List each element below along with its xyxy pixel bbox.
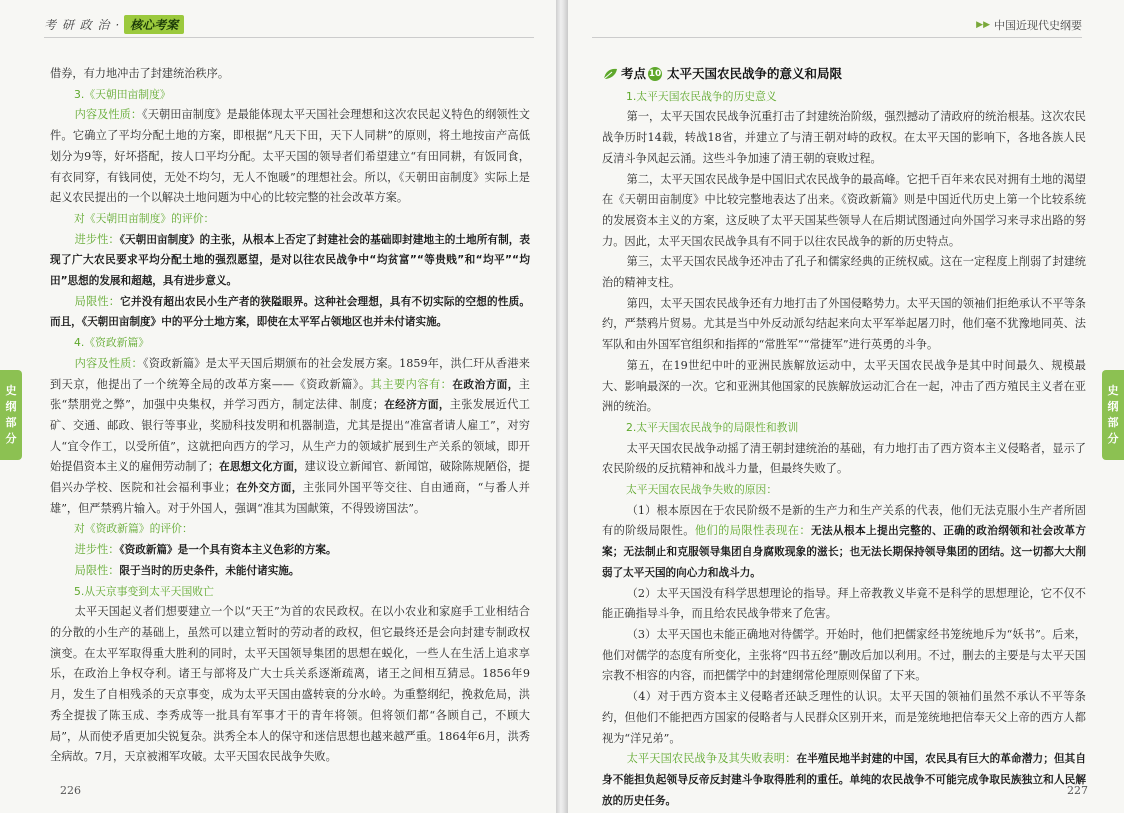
side-tab-char: 史 (5, 384, 17, 397)
text-prog: 《天朝田亩制度》的主张，从根本上否定了封建社会的基础即封建地主的土地所有制，表现了广大农民要求平均分配土地的强烈愿望，是对以往农民战争中“均贫富”“等贵贱”和“均平”“均田”思想的发展和超越，具有进步意义。 (50, 233, 530, 288)
right-p5: 第五，在19世纪中叶的亚洲民族解放运动中，太平天国农民战争是其中时间最久、规模最大、影响最深的一次。它和亚洲其他国家的民族解放运动汇合在一起，冲击了西方殖民主义者在亚洲的统治。 (602, 358, 1086, 414)
label-content4: 内容及性质： (74, 356, 143, 370)
heading-4: 4.《资政新篇》 (74, 336, 150, 350)
lim4 (50, 561, 530, 582)
cause-3: （3）太平天国也未能正确地对待儒学。开始时，他们把儒家经书笼统地斥为“妖书”。后来，他们对儒学的态度有所变化，主张将“四书五经”删改后加以利用。不过，删去的主要是与太平天国宗教不相容的内容，而把儒学中的封建纲常伦理原则保留了下来。 (602, 627, 1086, 683)
label-content: 内容及性质： (74, 108, 143, 122)
side-tab-right (1102, 370, 1124, 460)
label-lim: 局限性： (74, 294, 121, 308)
cause-1-a: （1）根本原因在于农民阶级不是新的生产力和生产关系的代表，他们无法克服小生产者所固有的阶级局限性。 (602, 503, 1086, 538)
side-tab-char: 部 (1107, 416, 1119, 429)
cause-1 (602, 501, 1086, 584)
section-1: 1.太平天国农民战争的历史意义 (626, 89, 777, 103)
left-page (0, 0, 556, 813)
left-p2 (50, 105, 530, 209)
cause-4: （4）对于西方资本主义侵略者还缺乏理性的认识。太平天国的领袖们虽然不承认不平等条约，但他们不能把西方国家的侵略者与人民群众区别开来，而是笼统地把信奉天父上帝的西方人都视为“洋兄弟”。 (602, 690, 1086, 745)
heading-3: 3.《天朝田亩制度》 (74, 87, 171, 101)
page-number-left: 226 (60, 784, 81, 797)
heading-5: 5.从天京事变到太平天国败亡 (74, 584, 214, 598)
kaodian-title: 太平天国农民战争的意义和局限 (667, 66, 843, 81)
book-tag: 核心考案 (124, 15, 184, 34)
lim3 (50, 292, 530, 333)
side-tab-char: 史 (1107, 384, 1119, 397)
book-brand: 考 研 政 治 · (44, 18, 121, 32)
label-prog: 进步性： (74, 232, 120, 246)
side-tab-char: 分 (5, 432, 17, 445)
page-number-right: 227 (1067, 784, 1088, 797)
cause-1-b: 无法从根本上提出完整的、正确的政治纲领和社会改革方案；无法制止和克服领导集团自身腐败现象的滋长；也无法长期保持领导集团的团结。这一切都大大削弱了太平天国的向心力和战斗力。 (602, 525, 1086, 579)
conclusion (602, 749, 1086, 811)
left-p1: 借券，有力地冲击了封建统治秩序。 (50, 67, 230, 80)
p4-b8: 主张同外国平等交往、自由通商，“与番人并雄”，但严禁鸦片输入。对于外国人，强调“准其为国献策，不得毁谤国法”。 (50, 481, 530, 515)
p4-b4: 主张发展近代工矿、交通、邮政、银行等事业，奖励科技发明和机器制造，尤其是提出“准富者请人雇工”，对穷人“宜令作工，以受所值”，这就把向西方的学习，从生产力的领域扩展到生产关系的领域，即开始提倡资本主义的雇佣劳动制了； (50, 398, 530, 474)
right-content (602, 64, 1086, 811)
p4-b2: 主张“禁朋党之弊”，加强中央集权，并学习西方，制定法律、制度； (50, 377, 530, 412)
left-p4 (50, 354, 530, 520)
p4-b3: 在经济方面， (383, 399, 450, 412)
side-tab-char: 纲 (1107, 400, 1119, 413)
eval4-title: 对《资政新篇》的评价： (74, 522, 193, 536)
eval3-title: 对《天朝田亩制度》的评价： (74, 211, 215, 225)
conclusion-text: 在半殖民地半封建的中国，农民具有巨大的革命潜力；但其自身不能担负起领导反帝反封建斗争取得胜利的重任。单纯的农民战争不可能完成争取民族独立和人民解放的历史任务。 (602, 753, 1086, 807)
right-p6: 太平天国农民战争动摇了清王朝封建统治的基础，有力地打击了西方资本主义侵略者，显示了农民阶级的反抗精神和战斗力量，但最终失败了。 (602, 441, 1086, 476)
side-tab-char: 纲 (5, 400, 17, 413)
right-p1: 第一，太平天国农民战争沉重打击了封建统治阶级，强烈撼动了清政府的统治根基。这次农民战争历时14载，转战18省，并建立了与清王朝对峙的政权。在太平天国的影响下，各地各族人民反清斗争风起云涌。这些斗争加速了清王朝的衰败过程。 (602, 110, 1086, 165)
p4-b6: 建议设立新闻官、新闻馆，破除陈规陋俗，提倡兴办学校、医院和社会福利事业； (50, 460, 530, 495)
prog4 (50, 540, 530, 561)
p4-b7: 在外交方面， (236, 482, 303, 495)
cause-1-mark: 他们的局限性表现在： (694, 524, 811, 538)
right-p3: 第三，太平天国农民战争还冲击了孔子和儒家经典的正统权威。这在一定程度上削弱了封建统治的精神支柱。 (602, 255, 1086, 290)
section-2: 2.太平天国农民战争的局限性和教训 (626, 420, 799, 434)
side-tab-left (0, 370, 22, 460)
right-p4: 第四，太平天国农民战争还有力地打击了外国侵略势力。太平天国的领袖们拒绝承认不平等条约，严禁鸦片贸易。尤其是当中外反动派勾结起来向太平军举起屠刀时，他们毫不犹豫地同英、法军队和由外国军官组织和指挥的“常胜军”“常捷军”进行英勇的斗争。 (602, 296, 1086, 352)
p4-b5: 在思想文化方面， (219, 461, 305, 474)
text-lim: 它并没有超出农民小生产者的狭隘眼界。这种社会理想，具有不切实际的空想的性质。而且，《天朝田亩制度》中的平分土地方案，即使在太平军占领地区也并未付诸实施。 (50, 295, 530, 329)
label-lim4: 局限性： (74, 563, 120, 577)
text-prog4: 《资政新篇》是一个具有资本主义色彩的方案。 (119, 544, 337, 557)
text-content: 《天朝田亩制度》是最能体现太平天国社会理想和这次农民起义特色的纲领性文件。它确立了平均分配土地的方案，即根据“凡天下田，天下人同耕”的原则，将土地按亩产高低划分为9等，好坏搭配，按人口平均分配。太平天国的领导者们希望建立“有田同耕，有饭同食，有衣同穿，有钱同使，无处不均匀，无人不饱暖”的理想社会。所以，《天朝田亩制度》实际上是起义农民提出的一个以解决土地问题为中心的比较完整的社会改革方案。 (50, 108, 530, 205)
chapter-title: 中国近现代史纲要 (994, 18, 1082, 32)
cause-2: （2）太平天国没有科学思想理论的指导。拜上帝教教义毕竟不是科学的思想理论，它不仅不能正确指导斗争，而且给农民战争带来了危害。 (602, 586, 1086, 621)
right-header (592, 12, 1082, 38)
kaodian-number: 10 (648, 69, 662, 80)
conclusion-label: 太平天国农民战争及其失败表明： (626, 752, 797, 766)
section-3: 太平天国农民战争失败的原因： (626, 483, 778, 497)
book-gutter (556, 0, 568, 813)
left-header (44, 12, 534, 38)
p4-b1: 在政治方面， (452, 378, 519, 391)
kaodian-label: 考点 (621, 66, 647, 81)
prog3 (50, 230, 530, 292)
right-page (568, 0, 1124, 813)
side-tab-char: 部 (5, 416, 17, 429)
p4-a: 《资政新篇》是太平天国后期颁布的社会发展方案。1859年，洪仁玕从香港来到天京，他提出了一个统筹全局的改革方案——《资政新篇》。 (50, 356, 530, 391)
right-p2: 第二，太平天国农民战争是中国旧式农民战争的最高峰。它把千百年来农民对拥有土地的渴望在《天朝田亩制度》中比较完整地表达了出来。《资政新篇》则是中国近代历史上第一个比较系统的发展资本主义的方案，这反映了太平天国某些领导人在后期试图通过向外国学习来寻求出路的努力。因此，太平天国农民战争具有不同于以往农民战争的新的历史特点。 (602, 172, 1086, 248)
label-prog4: 进步性： (74, 543, 120, 557)
side-tab-char: 分 (1107, 432, 1119, 445)
kaodian-heading (602, 64, 1086, 85)
double-arrow-icon: ▶▶ (976, 19, 990, 30)
leaf-icon (602, 67, 618, 81)
left-content (50, 64, 530, 768)
text-lim4: 限于当时的历史条件，未能付诸实施。 (119, 564, 300, 577)
left-p5: 太平天国起义者们想要建立一个以“天王”为首的农民政权。在以小农业和家庭手工业相结合的分散的小生产的基础上，虽然可以建立暂时的劳动者的政权，但它最终还是会向封建专制政权演变。在太平军取得重大胜利的同时，太平天国领导集团的思想在蜕化，一些人在生活上追求享乐，在政治上争权夺利。诸王与部将及广大士兵关系逐渐疏离，诸王之间相互猜忌。1856年9月，发生了自相残杀的天京事变，成为太平天国由盛转衰的分水岭。为重整纲纪，挽救危局，洪秀全提拔了陈玉成、李秀成等一批具有军事才干的青年将领。但将领们都“各顾自己，不顾大局”，从而使矛盾更加尖锐复杂。洪秀全本人的保守和迷信思想也越来越严重。1864年6月，洪秀全病故。7月，天京被湘军攻破。太平天国农民战争失败。 (50, 605, 530, 764)
p4-mark: 其主要内容有： (370, 377, 453, 391)
